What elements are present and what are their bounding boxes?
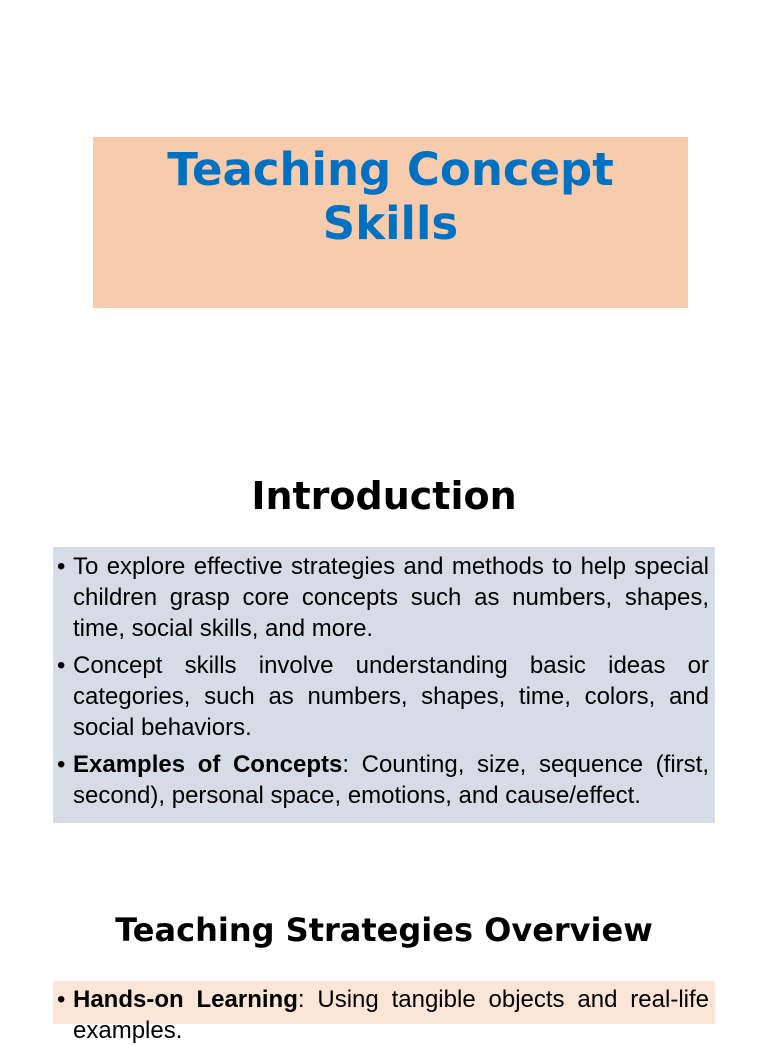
page-title	[93, 137, 688, 251]
title-line-2: Skills	[322, 197, 459, 250]
bullet-text: : Using tangible objects and real-life examples.	[73, 986, 709, 1044]
bullet-text: To explore effective strategies and methods to help special children grasp core concepts such as numbers, shapes, time, social skills, and more.	[73, 553, 709, 642]
bullet-bold-term: Examples of Concepts	[73, 751, 343, 778]
introduction-panel	[53, 547, 715, 823]
bullet-dot-icon: •	[57, 986, 66, 1013]
title-line-1: Teaching Concept	[167, 143, 614, 196]
introduction-heading: Introduction	[251, 474, 517, 518]
strategies-bullet-1	[53, 984, 715, 1046]
introduction-bullet-3	[53, 749, 715, 811]
bullet-text: Concept skills involve understanding basic ideas or categories, such as numbers, shapes, time, colors, and social behaviors.	[73, 652, 709, 741]
bullet-bold-term: Hands-on Learning	[73, 986, 298, 1013]
strategies-bullet-list	[53, 981, 715, 1046]
bullet-dot-icon: •	[57, 751, 66, 778]
bullet-text: : Counting, size, sequence (first, second), personal space, emotions, and cause/effect.	[73, 751, 709, 809]
bullet-dot-icon: •	[57, 553, 66, 580]
introduction-bullet-1	[53, 551, 715, 644]
title-banner	[93, 137, 688, 308]
introduction-bullet-list	[53, 547, 715, 811]
strategies-panel	[53, 981, 715, 1044]
bullet-dot-icon: •	[57, 652, 66, 679]
strategies-heading: Teaching Strategies Overview	[115, 911, 653, 949]
introduction-bullet-2	[53, 650, 715, 743]
